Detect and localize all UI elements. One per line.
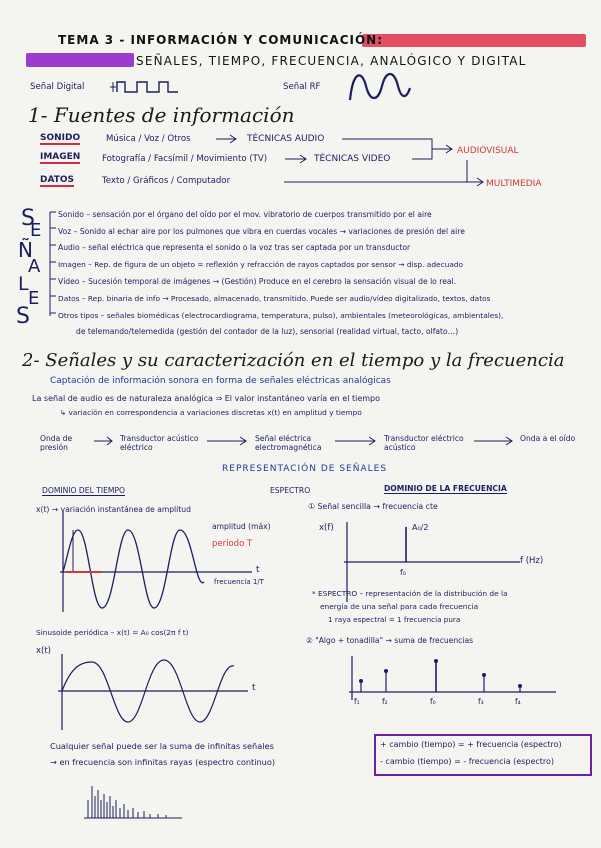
frequency-label: frecuencia 1/T xyxy=(214,578,264,586)
multimedia-label: MULTIMEDIA xyxy=(486,179,542,189)
freq-plot1-axes xyxy=(344,522,520,602)
senales-letter: Ñ xyxy=(18,238,33,262)
arrow-sonido xyxy=(216,135,236,143)
amplitude-label: amplitud (máx) xyxy=(212,522,271,531)
source-items-imagen: Fotografía / Facsímil / Movimiento (TV) xyxy=(102,154,268,164)
section2-line3: ↳ variación en correspondencia a variaciones discretas x(t) en amplitud y tiempo xyxy=(60,408,362,417)
domain-frequency: DOMINIO DE LA FRECUENCIA xyxy=(384,484,507,493)
period-label: periodo T xyxy=(212,539,253,549)
domain-spectrum: ESPECTRO xyxy=(270,486,311,495)
source-key-imagen: IMAGEN xyxy=(40,152,81,162)
freq-plot2-tick: f₁ xyxy=(354,697,360,706)
source-items-datos: Texto / Gráficos / Computador xyxy=(102,176,231,186)
summary-line2: - cambio (tiempo) = - frecuencia (espectro) xyxy=(380,757,555,766)
multimedia-connector xyxy=(284,160,483,186)
senales-line: Sonido – sensación por el órgano del oído por el mov. vibratorio de cuerpos transmitido por el aire xyxy=(58,210,432,219)
bottom-line2: → en frecuencia son infinitas rayas (espectro continuo) xyxy=(50,757,276,767)
time-plot2-ylabel: x(t) xyxy=(36,646,51,656)
page-title: TEMA 3 - INFORMACIÓN Y COMUNICACIÓN: xyxy=(58,33,384,47)
section2-line2: La señal de audio es de naturaleza analógica ⇒ El valor instantáneo varía en el tiempo xyxy=(32,394,381,403)
freq-plot2-dot xyxy=(434,659,438,663)
freq-plot1-peak: A₀/2 xyxy=(412,523,429,532)
bracket-audio-video xyxy=(342,139,452,159)
senales-line: Datos – Rep. binaria de info → Procesado, almacenado, transmitido. Puede ser audio/vídeo digitalizado, textos, datos xyxy=(58,294,491,303)
flow-arrow xyxy=(94,437,112,445)
section2-title: 2- Señales y su caracterización en el tiempo y la frecuencia xyxy=(22,350,565,371)
flow-arrow xyxy=(474,437,512,445)
senales-letter: A xyxy=(28,256,41,277)
senales-letter: S xyxy=(16,304,30,329)
representation-title: REPRESENTACIÓN DE SEÑALES xyxy=(222,464,388,474)
freq-plot2-dot xyxy=(359,679,363,683)
audiovisual-label: AUDIOVISUAL xyxy=(457,146,519,156)
senales-line: Vídeo – Sucesión temporal de imágenes → (Gestión) Produce en el cerebro la sensación visual de lo real. xyxy=(58,277,457,286)
freq-plot1-ylabel: x(f) xyxy=(319,523,334,533)
senales-letter: L xyxy=(18,273,29,295)
page-subtitle: SEÑALES, TIEMPO, FRECUENCIA, ANALÓGICO Y DIGITAL xyxy=(136,54,527,68)
bottom-line1: Cualquier señal puede ser la suma de infinitas señales xyxy=(50,741,274,751)
arrow-imagen xyxy=(285,155,306,163)
time-plot2-caption: Sinusoide periódica – x(t) = A₀ cos(2π f t) xyxy=(36,628,189,637)
digital-wave-marks xyxy=(110,82,116,92)
time-plot2-axes xyxy=(58,654,248,730)
continuous-spectrum xyxy=(84,786,182,818)
senales-line: Imagen – Rep. de figura de un objeto = reflexión y refracción de rayos captados por sensor → disp. adecuado xyxy=(58,260,464,269)
flow-step: Transductor acústico eléctrico xyxy=(120,434,199,452)
rf-signal-label: Señal RF xyxy=(283,82,321,92)
senales-letter: S xyxy=(21,206,35,231)
freq-plot2-tick: f₄ xyxy=(515,697,521,706)
section2-line1: Captación de información sonora en forma de señales eléctricas analógicas xyxy=(50,376,391,386)
list-brace xyxy=(50,212,56,316)
summary-line1: + cambio (tiempo) = + frecuencia (espectro) xyxy=(380,740,562,749)
freq-plot2-tick: f₂ xyxy=(382,697,388,706)
rf-wave xyxy=(350,74,410,100)
flow-step: Señal eléctrica electromagnética xyxy=(255,434,322,452)
freq-plot1-caption: ① Señal sencilla → frecuencia cte xyxy=(308,502,438,511)
spectrum-note: energía de una señal para cada frecuencia xyxy=(320,602,479,611)
source-key-sonido: SONIDO xyxy=(40,133,81,143)
flow-step: Onda a el oído xyxy=(520,434,576,443)
senales-line: de telemando/telemedida (gestión del contador de la luz), sensorial (realidad virtual, tacto, olfato…) xyxy=(76,327,459,336)
flow-step: Transductor eléctrico acústico xyxy=(384,434,464,452)
senales-line: Audio – señal eléctrica que representa el sonido o la voz tras ser captada por un transductor xyxy=(58,243,411,252)
time-plot1-caption: x(t) → variación instantánea de amplitud xyxy=(36,505,191,514)
freq-plot2-tick: f₀ xyxy=(430,697,436,706)
senales-letter: E xyxy=(28,288,40,309)
spectrum-note: * ESPECTRO – representación de la distribución de la xyxy=(312,589,508,598)
source-tech-video: TÉCNICAS VIDEO xyxy=(314,154,391,164)
domain-time: DOMINIO DEL TIEMPO xyxy=(42,486,126,495)
time-plot2-axis: t xyxy=(252,683,256,693)
freq-plot1-f0: f₀ xyxy=(400,568,407,577)
senales-letter: E xyxy=(30,220,42,241)
freq-plot2-axes xyxy=(349,656,556,700)
digital-signal-label: Señal Digital xyxy=(30,82,85,92)
source-key-datos: DATOS xyxy=(40,175,75,185)
source-tech-audio: TÉCNICAS AUDIO xyxy=(247,134,325,144)
flow-arrow xyxy=(207,437,246,445)
section1-title: 1- Fuentes de información xyxy=(28,103,295,127)
freq-plot1-xlabel: f (Hz) xyxy=(520,556,544,566)
flow-arrow xyxy=(335,437,375,445)
source-items-sonido: Música / Voz / Otros xyxy=(106,134,191,144)
senales-line: Otros tipos – señales biomédicas (electrocardiograma, temperatura, pulso), ambientales (meteorológicas, ambientales), xyxy=(58,311,504,320)
freq-plot2-caption: ② "Algo + tonadilla" → suma de frecuencias xyxy=(306,636,474,645)
digital-square-wave xyxy=(117,82,178,92)
senales-line: Voz – Sonido al echar aire por los pulmones que vibra en cuerdas vocales → variaciones de presión del aire xyxy=(58,227,465,236)
freq-plot2-tick: f₃ xyxy=(478,697,484,706)
freq-plot2-dot xyxy=(518,684,522,688)
freq-plot2-dot xyxy=(384,669,388,673)
time-axis-label: t xyxy=(256,565,260,575)
freq-plot2-dot xyxy=(482,673,486,677)
time-plot1-wave xyxy=(63,530,204,608)
flow-step: Onda de presión xyxy=(40,434,73,452)
spectrum-note: 1 raya espectral = 1 frecuencia pura xyxy=(328,615,461,624)
